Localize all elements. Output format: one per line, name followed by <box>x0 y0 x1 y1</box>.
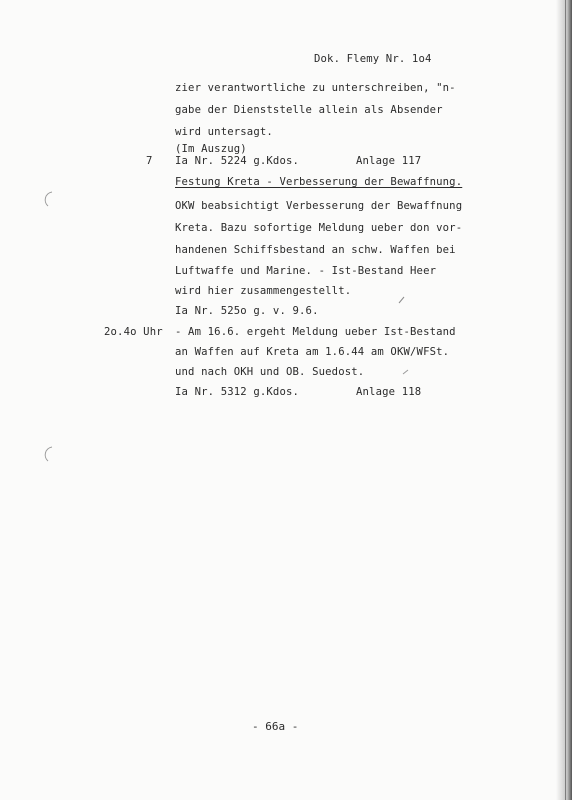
entry-body-line: Luftwaffe und Marine. - Ist-Bestand Heer <box>175 265 437 277</box>
entry-annex: Anlage 118 <box>356 386 422 398</box>
entry-body-line: OKW beabsichtigt Verbesserung der Bewaffnung <box>175 200 463 212</box>
intro-line: gabe der Dienststelle allein als Absender <box>175 104 443 116</box>
document-reference: Dok. Flemy Nr. 1o4 <box>314 53 432 65</box>
entry-reference: Ia Nr. 5312 g.Kdos. <box>175 386 300 398</box>
scan-shadow-edge <box>556 0 572 800</box>
stray-mark-icon <box>402 368 410 376</box>
entry-reference-secondary: Ia Nr. 525o g. v. 9.6. <box>175 305 319 317</box>
extract-note: (Im Auszug) <box>175 143 247 155</box>
entry-body-line: - Am 16.6. ergeht Meldung ueber Ist-Bestand <box>175 326 456 338</box>
entry-body-line: Kreta. Bazu sofortige Meldung ueber don vor- <box>175 222 463 234</box>
entry-time: 2o.4o Uhr <box>104 326 163 338</box>
entry-reference: Ia Nr. 5224 g.Kdos. <box>175 155 300 167</box>
punch-hole-icon <box>38 445 56 463</box>
entry-annex: Anlage 117 <box>356 155 422 167</box>
entry-body-line: wird hier zusammengestellt. <box>175 285 352 297</box>
intro-line: zier verantwortliche zu unterschreiben, "n- <box>175 82 456 94</box>
scan-edge-line <box>565 0 566 800</box>
punch-hole-icon <box>38 190 56 208</box>
page-number: - 66a - <box>252 720 299 733</box>
entry-title: Festung Kreta - Verbesserung der Bewaffnung. <box>175 176 463 188</box>
entry-body-line: handenen Schiffsbestand an schw. Waffen bei <box>175 244 456 256</box>
stray-mark-icon <box>398 296 406 304</box>
intro-line: wird untersagt. <box>175 126 273 138</box>
entry-number: 7 <box>146 155 153 167</box>
entry-body-line: und nach OKH und OB. Suedost. <box>175 366 365 378</box>
entry-body-line: an Waffen auf Kreta am 1.6.44 am OKW/WFSt. <box>175 346 450 358</box>
